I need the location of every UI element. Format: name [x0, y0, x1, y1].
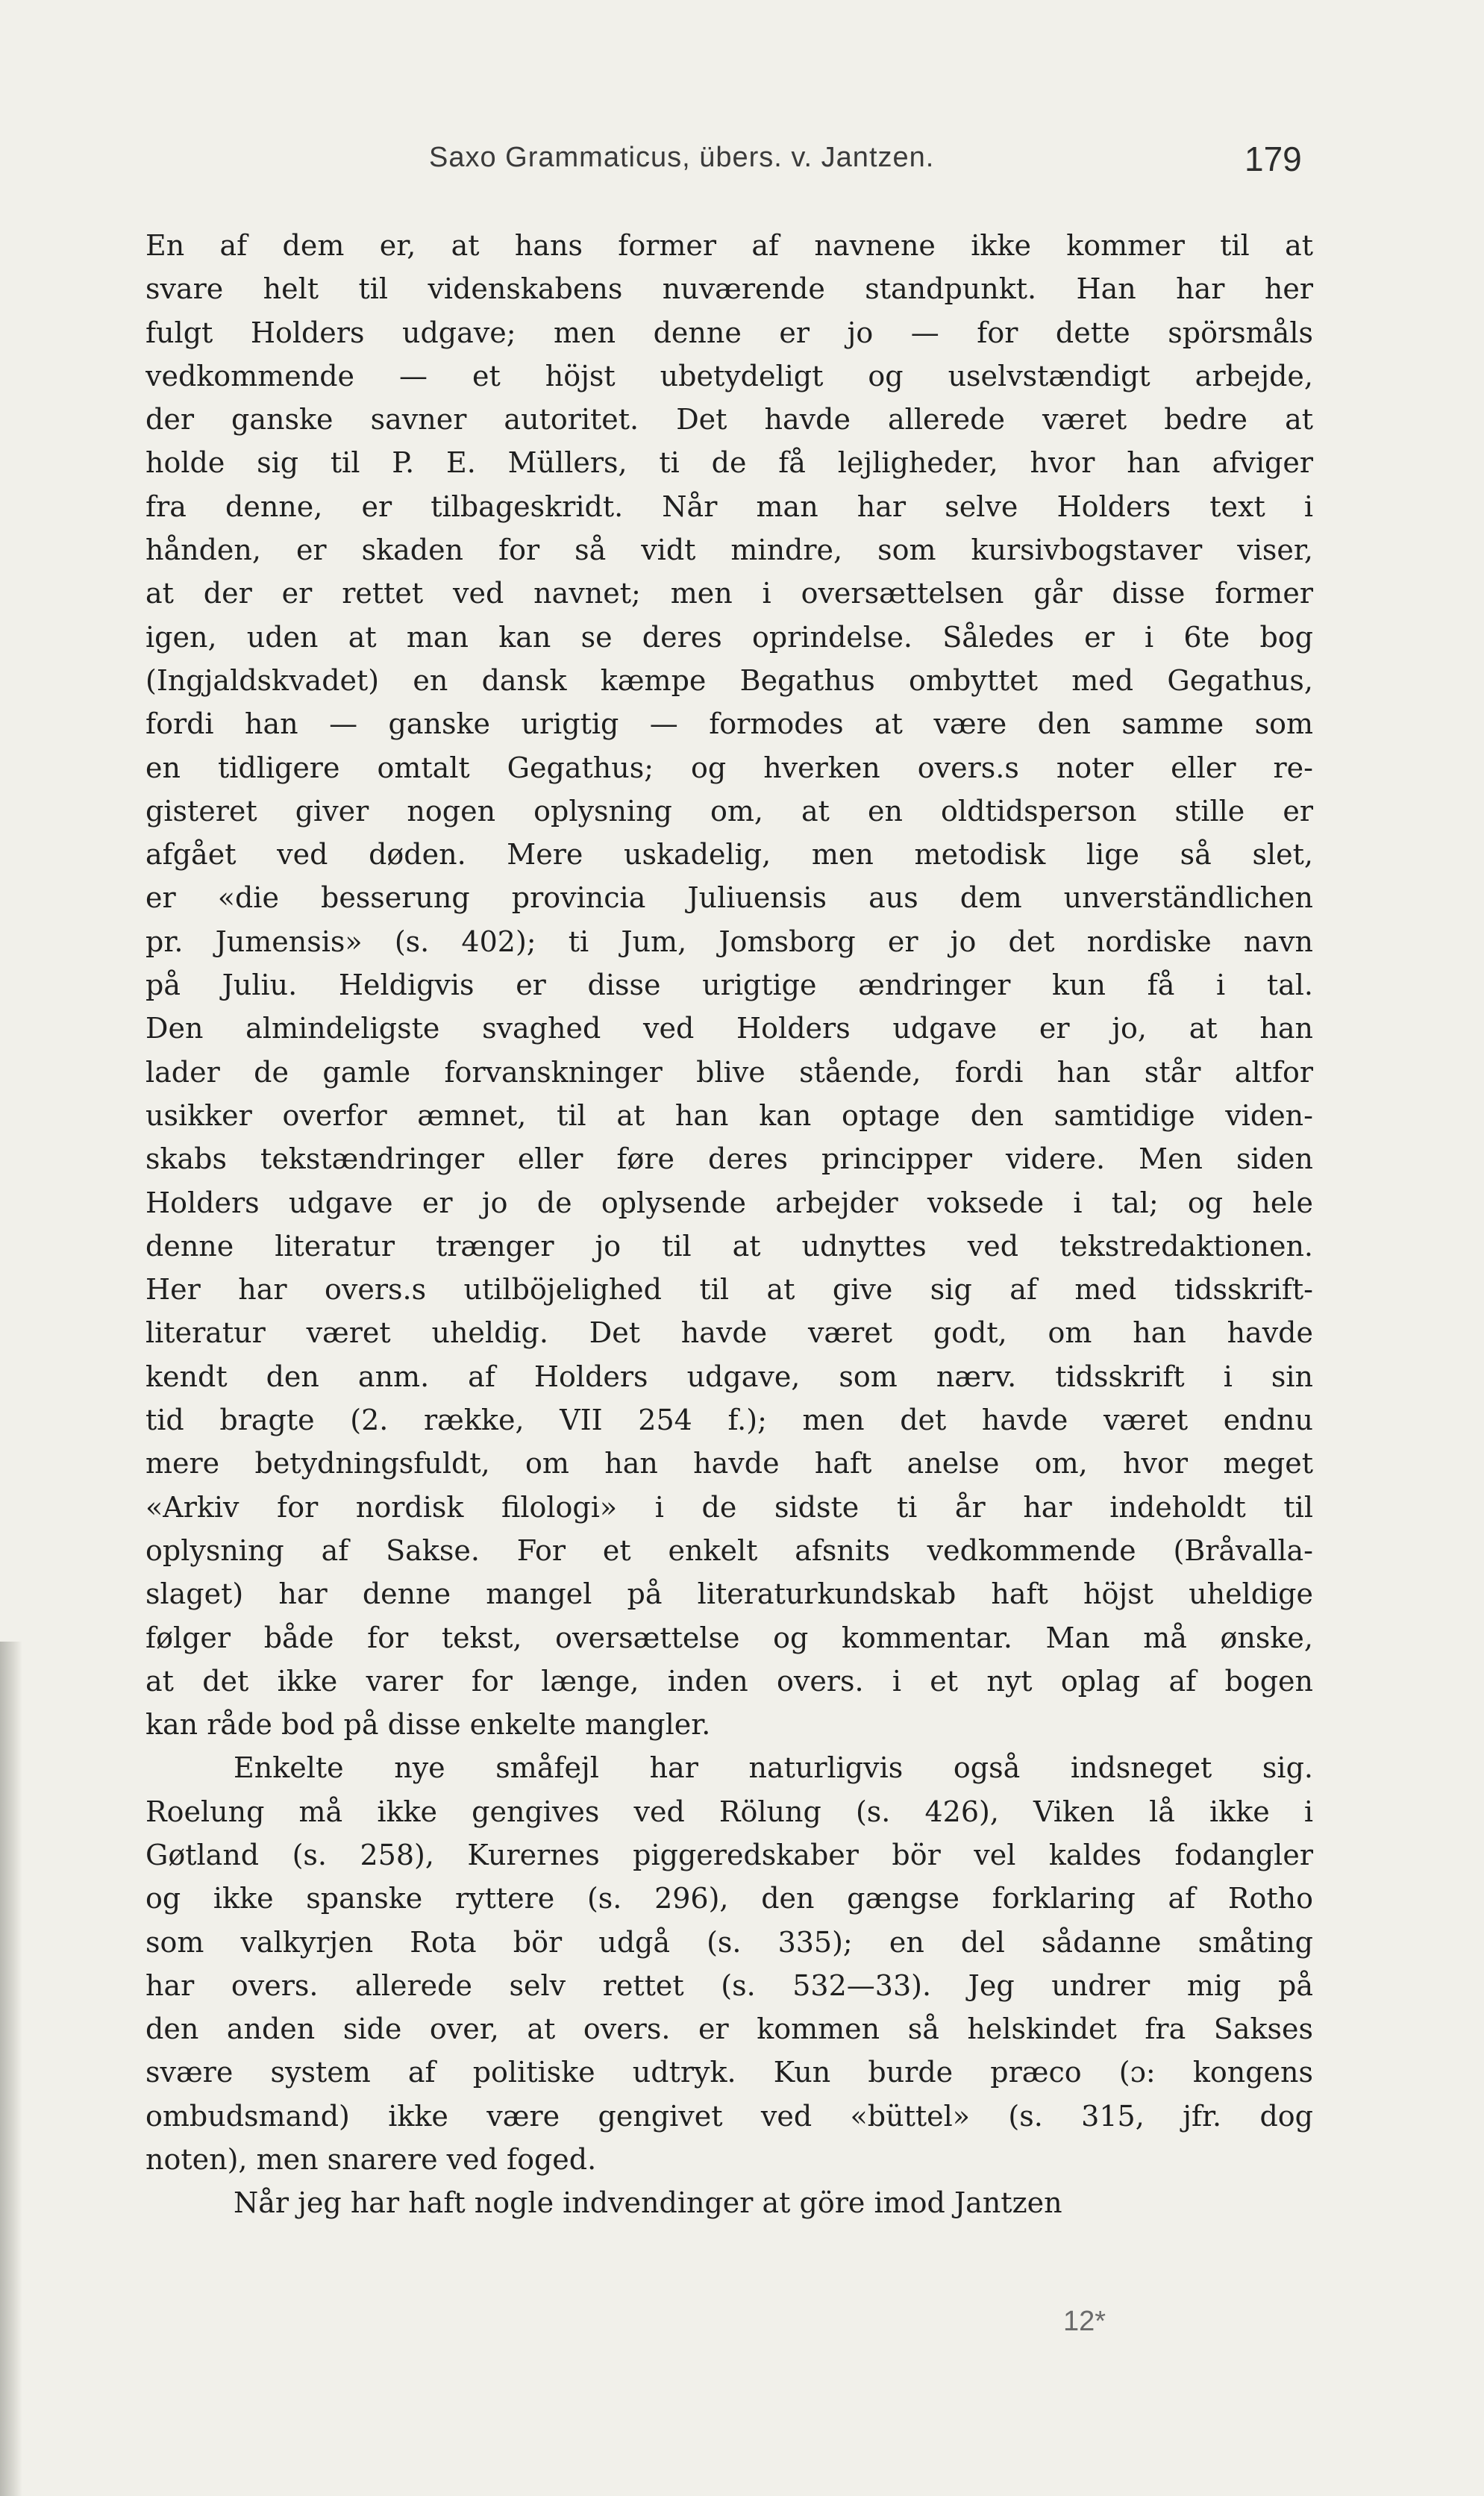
text-line: fordi han — ganske urigtig — formodes at være den samme som	[145, 707, 1313, 741]
text-line: skabs tekstændringer eller føre deres principper videre. Men siden	[145, 1142, 1313, 1176]
text-line: Når jeg har haft nogle indvendinger at göre imod Jantzen	[234, 2186, 1062, 2220]
text-line: noten), men snarere ved foged.	[145, 2143, 597, 2177]
text-line: fulgt Holders udgave; men denne er jo — for dette spörsmåls	[145, 316, 1313, 349]
page-header	[0, 133, 1484, 193]
text-line: pr. Jumensis» (s. 402); ti Jum, Jomsborg er jo det nordiske navn	[145, 925, 1313, 958]
text-line: følger både for tekst, oversættelse og kommentar. Man må ønske,	[145, 1621, 1313, 1654]
text-line: Enkelte nye småfejl har naturligvis også indsneget sig.	[234, 1751, 1313, 1785]
body-text	[145, 224, 1313, 2225]
text-line: en tidligere omtalt Gegathus; og hverken overs.s noter eller re-	[145, 751, 1313, 784]
text-line: holde sig til P. E. Müllers, ti de få lejligheder, hvor han afviger	[145, 446, 1313, 480]
text-line: Her har overs.s utilböjelighed til at give sig af med tidsskrift-	[145, 1273, 1313, 1307]
signature-mark: 12*	[1063, 2306, 1106, 2337]
text-line: Roelung må ikke gengives ved Rölung (s. 426), Viken lå ikke i	[145, 1795, 1313, 1828]
text-line: vedkommende — et höjst ubetydeligt og uselvstændigt arbejde,	[145, 359, 1313, 392]
text-line: har overs. allerede selv rettet (s. 532—33). Jeg undrer mig på	[145, 1968, 1313, 2002]
text-line: at det ikke varer for længe, inden overs. i et nyt oplag af bogen	[145, 1664, 1313, 1698]
text-line: «Arkiv for nordisk filologi» i de sidste ti år har indeholdt til	[145, 1490, 1313, 1524]
text-line: (Ingjaldskvadet) en dansk kæmpe Begathus ombyttet med Gegathus,	[145, 663, 1313, 697]
running-title: Saxo Grammaticus, übers. v. Jantzen.	[429, 142, 935, 173]
text-line: svære system af politiske udtryk. Kun burde præco (ɔ: kongens	[145, 2056, 1313, 2089]
text-line: den anden side over, at overs. er kommen så helskindet fra Sakses	[145, 2012, 1313, 2046]
text-line: kendt den anm. af Holders udgave, som nærv. tidsskrift i sin	[145, 1360, 1313, 1393]
text-line: oplysning af Sakse. For et enkelt afsnits vedkommende (Bråvalla-	[145, 1533, 1313, 1567]
text-line: literatur været uheldig. Det havde været godt, om han havde	[145, 1316, 1313, 1350]
text-line: mere betydningsfuldt, om han havde haft anelse om, hvor meget	[145, 1447, 1313, 1480]
text-line: slaget) har denne mangel på literaturkundskab haft höjst uheldige	[145, 1577, 1313, 1611]
page-edge-shadow	[0, 1642, 22, 2496]
text-line: En af dem er, at hans former af navnene ikke kommer til at	[145, 229, 1313, 262]
text-line: der ganske savner autoritet. Det havde allerede været bedre at	[145, 403, 1313, 437]
text-line: ombudsmand) ikke være gengivet ved «büttel» (s. 315, jfr. dog	[145, 2099, 1313, 2133]
text-line: hånden, er skaden for så vidt mindre, som kursivbogstaver viser,	[145, 534, 1313, 567]
text-line: lader de gamle forvanskninger blive stående, fordi han står altfor	[145, 1055, 1313, 1089]
text-line: Holders udgave er jo de oplysende arbejder voksede i tal; og hele	[145, 1186, 1313, 1219]
text-line: gisteret giver nogen oplysning om, at en oldtidsperson stille er	[145, 794, 1313, 828]
text-line: som valkyrjen Rota bör udgå (s. 335); en del sådanne småting	[145, 1925, 1313, 1959]
text-line: Den almindeligste svaghed ved Holders udgave er jo, at han	[145, 1012, 1313, 1045]
text-line: på Juliu. Heldigvis er disse urigtige ændringer kun få i tal.	[145, 969, 1313, 1002]
text-line: fra denne, er tilbageskridt. Når man har selve Holders text i	[145, 489, 1313, 523]
text-line: er «die besserung provincia Juliuensis aus dem unverständlichen	[145, 881, 1313, 915]
text-line: at der er rettet ved navnet; men i oversættelsen går disse former	[145, 577, 1313, 610]
text-line: kan råde bod på disse enkelte mangler.	[145, 1708, 711, 1742]
page-number: 179	[1245, 140, 1302, 178]
text-line: svare helt til videnskabens nuværende standpunkt. Han har her	[145, 272, 1313, 306]
text-line: Gøtland (s. 258), Kurernes piggeredskaber bör vel kaldes fodangler	[145, 1838, 1313, 1871]
text-line: igen, uden at man kan se deres oprindelse. Således er i 6te bog	[145, 620, 1313, 654]
text-line: denne literatur trænger jo til at udnyttes ved tekstredaktionen.	[145, 1229, 1313, 1263]
text-line: tid bragte (2. række, VII 254 f.); men det havde været endnu	[145, 1404, 1313, 1437]
text-line: og ikke spanske ryttere (s. 296), den gængse forklaring af Rotho	[145, 1882, 1313, 1915]
text-line: usikker overfor æmnet, til at han kan optage den samtidige viden-	[145, 1098, 1313, 1132]
text-line: afgået ved døden. Mere uskadelig, men metodisk lige så slet,	[145, 838, 1313, 872]
